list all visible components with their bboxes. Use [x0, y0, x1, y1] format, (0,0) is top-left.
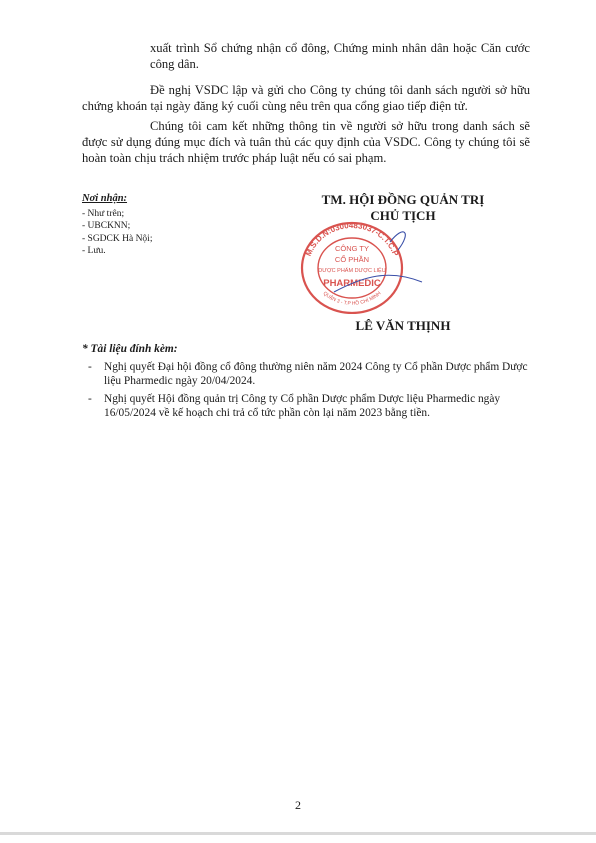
recipient-item: - Lưu. — [82, 246, 106, 256]
page-bottom-divider — [0, 832, 596, 835]
seal-ring-text: M.S.D.N:0300483037-C.T.C.P — [303, 220, 401, 258]
seal-line-3: DƯỢC PHẨM DƯỢC LIỆU — [318, 268, 386, 274]
seal-bottom-text: QUẬN 3 - T.P HỒ CHÍ MINH — [321, 290, 383, 307]
page-number: 2 — [295, 798, 301, 812]
recipient-item: - SGDCK Hà Nội; — [82, 233, 153, 244]
attachments-block — [82, 342, 530, 424]
seal-line-1: CÔNG TY — [334, 244, 370, 253]
recipients-title: Nơi nhận: — [82, 193, 128, 204]
body-paragraph-2: Đề nghị VSDC lập và gửi cho Công ty chúng tôi danh sách người sở hữu chứng khoán tại ngày đăng ký cuối cùng nêu trên qua cổng giao tiếp điện tử. — [82, 83, 530, 113]
recipient-item: - UBCKNN; — [82, 221, 131, 231]
seal-line-4: PHARMEDIC — [323, 278, 381, 289]
signer-name: LÊ VĂN THỊNH — [355, 318, 451, 333]
attachment-item: - Nghị quyết Đại hội đồng cổ đông thường niên năm 2024 Công ty Cổ phần Dược phẩm Dược liệu Pharmedic ngày 20/04/2024. — [82, 360, 530, 388]
attachments-list — [82, 360, 530, 420]
seal-line-2: CỔ PHẦN — [334, 255, 370, 264]
attachment-item: - Nghị quyết Hội đồng quản trị Công ty Cổ phần Dược phẩm Dược liệu Pharmedic ngày 16/05/2024 về kế hoạch chi trả cổ tức phần còn lại năm 2023 bằng tiền. — [82, 392, 530, 420]
company-seal — [294, 214, 424, 314]
attachments-title: * Tài liệu đính kèm: — [82, 343, 178, 355]
recipient-item: - Như trên; — [82, 208, 125, 219]
body-paragraph-1: xuất trình Sổ chứng nhận cổ đông, Chứng minh nhân dân hoặc Căn cước công dân. — [150, 41, 530, 71]
recipients-block — [82, 193, 242, 258]
signature-org: TM. HỘI ĐỒNG QUẢN TRỊ — [321, 192, 485, 207]
signature-role: CHỦ TỊCH — [370, 208, 436, 223]
body-paragraph-3: Chúng tôi cam kết những thông tin về người sở hữu trong danh sách sẽ được sử dụng đúng mục đích và tuân thủ các quy định của VSDC. Công ty chúng tôi sẽ hoàn toàn chịu trách nhiệm trước pháp luật nếu có sai phạm. — [82, 119, 530, 165]
